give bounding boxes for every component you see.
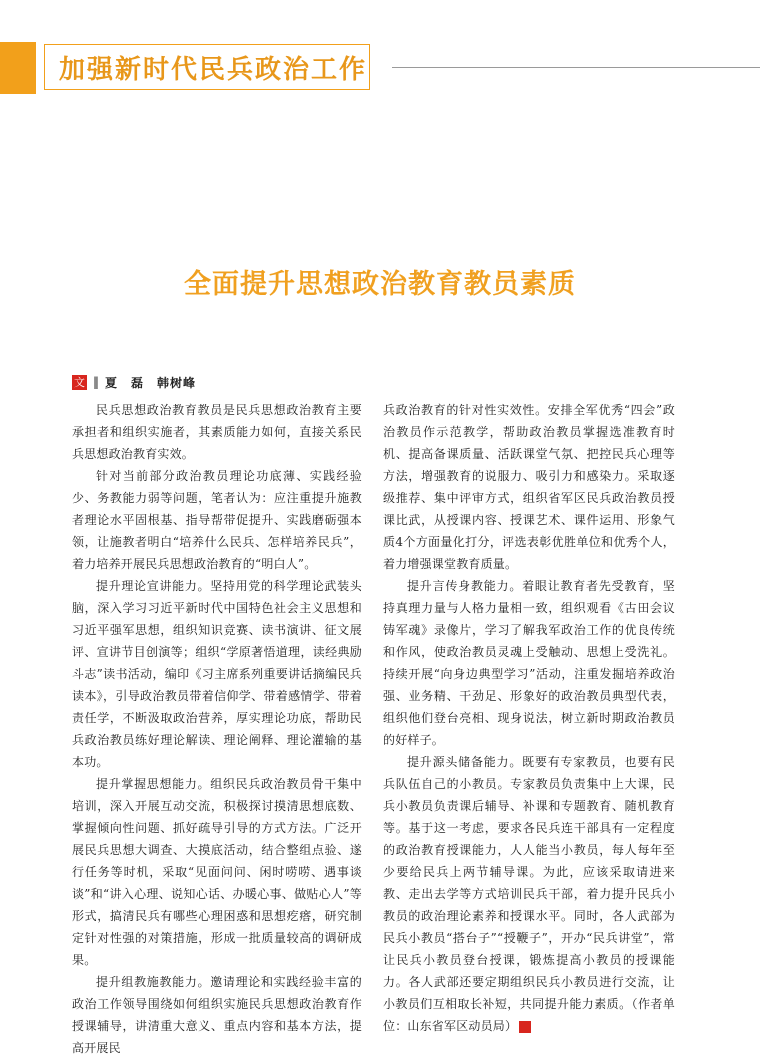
byline <box>72 374 196 390</box>
paragraph-final <box>383 751 675 1037</box>
body-column-left <box>72 399 362 1059</box>
end-mark-icon: G <box>519 1021 531 1033</box>
paragraph: 提升言传身教能力。着眼让教育者先受教育，坚持真理力量与人格力量相一致，组织观看《古田会议铸军魂》录像片，学习了解我军政治工作的优良传统和作风，使政治教员灵魂上受触动、思想上受洗礼。持续开展“向身边典型学习”活动，注重发掘培养政治强、业务精、干劲足、形象好的政治教员典型代表，组织他们登台亮相、现身说法，树立新时期政治教员的好样子。 <box>383 579 675 747</box>
byline-separator: ‖ <box>93 375 99 389</box>
byline-authors: 夏 磊 韩树峰 <box>105 375 197 390</box>
paragraph: 兵政治教育的针对性实效性。安排全军优秀“四会”政治教员作示范教学，帮助政治教员掌握选准教育时机、提高备课质量、活跃课堂气氛、把控民兵心理等方法，增强教育的说服力、吸引力和感染力。采取逐级推荐、集中评审方式，组织省军区民兵政治教员授课比武，从授课内容、授课艺术、课件运用、形象气质4个方面量化打分，评选表彰优胜单位和优秀个人，着力增强课堂教育质量。 <box>383 403 675 571</box>
paragraph-text: 提升源头储备能力。既要有专家教员，也要有民兵队伍自己的小教员。专家教员负责集中上大课，民兵小教员负责课后辅导、补课和专题教育、随机教育等。基于这一考虑，要求各民兵连干部具有一定程度的政治教育授课能力，人人能当小教员，每人每年至少要给民兵上两节辅导课。为此，应该采取请进来教、走出去学等方式培训民兵干部，着力提升民兵小教员的政治理论素养和授课水平。同时，各人武部为民兵小教员“搭台子”“授鞭子”，开办“民兵讲堂”，常让民兵小教员登台授课，锻炼提高小教员的授课能力。各人武部还要定期组织民兵小教员进行交流，让小教员们互相取长补短，共同提升能力素质。（作者单位：山东省军区动员局） <box>383 755 675 1033</box>
byline-badge: 文 <box>74 375 85 389</box>
body-column-right <box>383 399 675 1037</box>
header-accent-bar <box>0 42 36 94</box>
paragraph: 提升理论宣讲能力。坚持用党的科学理论武装头脑，深入学习习近平新时代中国特色社会主义思想和习近平强军思想，组织知识竞赛、读书演讲、征文展评、宣讲节目创演等；组织“学原著悟道理，读经典励斗志”读书活动，编印《习主席系列重要讲话摘编民兵读本》，引导政治教员带着信仰学、带着感情学、带着责任学，不断汲取政治营养，厚实理论功底，帮助民兵政治教员练好理论解读、理论阐释、理论灌输的基本功。 <box>72 579 362 769</box>
header-divider <box>392 67 760 68</box>
section-header <box>44 44 370 90</box>
paragraph: 提升组教施教能力。邀请理论和实践经验丰富的政治工作领导围绕如何组织实施民兵思想政治教育作授课辅导，讲清重大意义、重点内容和基本方法，提高开展民 <box>72 975 362 1055</box>
paragraph: 民兵思想政治教育教员是民兵思想政治教育主要承担者和组织实施者，其素质能力如何，直接关系民兵思想政治教育实效。 <box>72 403 362 461</box>
paragraph: 提升掌握思想能力。组织民兵政治教员骨干集中培训，深入开展互动交流，积极探讨摸清思想底数、掌握倾向性问题、抓好疏导引导的方式方法。广泛开展民兵思想大调查、大摸底活动，结合整组点验、遂行任务等时机，采取“见面问问、闲时唠唠、遇事谈谈”和“讲入心理、说知心话、办暖心事、做贴心人”等形式，搞清民兵有哪些心理困惑和思想疙瘩，研究制定针对性强的对策措施，形成一批质量较高的调研成果。 <box>72 777 362 967</box>
paragraph: 针对当前部分政治教员理论功底薄、实践经验少、务教能力弱等问题，笔者认为：应注重提升施教者理论水平固根基、指导帮带促提升、实践磨砺强本领，让施教者明白“培养什么民兵、怎样培养民兵”，着力培养开展民兵思想政治教育的“明白人”。 <box>72 469 362 571</box>
section-title: 加强新时代民兵政治工作 <box>59 55 368 85</box>
article-title: 全面提升思想政治教育教员素质 <box>184 269 576 301</box>
